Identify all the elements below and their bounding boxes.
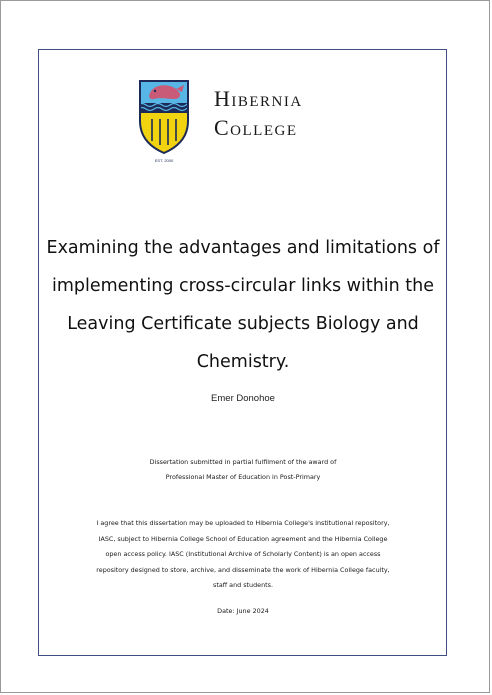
title-line: implementing cross-circular links within the: [51, 276, 435, 296]
crest-motto: EST. 2000: [154, 158, 174, 163]
repository-agreement: [63, 516, 423, 594]
hibernia-college-logo: [138, 79, 334, 165]
college-name: [214, 88, 303, 146]
author-name: Emer Donohoe: [211, 393, 275, 404]
title-line: Leaving Certificate subjects Biology and: [67, 314, 419, 334]
agreement-line: repository designed to store, archive, and disseminate the work of Hibernia College faculty,: [96, 565, 390, 574]
submission-date: Date: June 2024: [217, 607, 269, 615]
title-line: Chemistry.: [196, 352, 290, 372]
agreement-line: I agree that this dissertation may be uploaded to Hibernia College's institutional repository,: [96, 519, 390, 527]
agreement-line: open access policy. IASC (Institutional Archive of Scholarly Content) is an open access: [105, 550, 381, 558]
title-line: Examining the advantages and limitations of: [46, 238, 440, 258]
hibernia-crest-icon: [138, 79, 190, 165]
agreement-line: IASC, subject to Hibernia College School of Education agreement and the Hibernia College: [98, 534, 388, 543]
college-name-line1: Hibernia: [214, 86, 303, 111]
agreement-line: staff and students.: [212, 581, 274, 589]
college-name-line2: College: [214, 115, 298, 140]
submission-statement: [43, 455, 443, 485]
submission-line: Professional Master of Education in Post-Primary: [165, 473, 321, 481]
dissertation-title: [43, 229, 443, 381]
submission-line: Dissertation submitted in partial fulfilment of the award of: [149, 458, 337, 466]
